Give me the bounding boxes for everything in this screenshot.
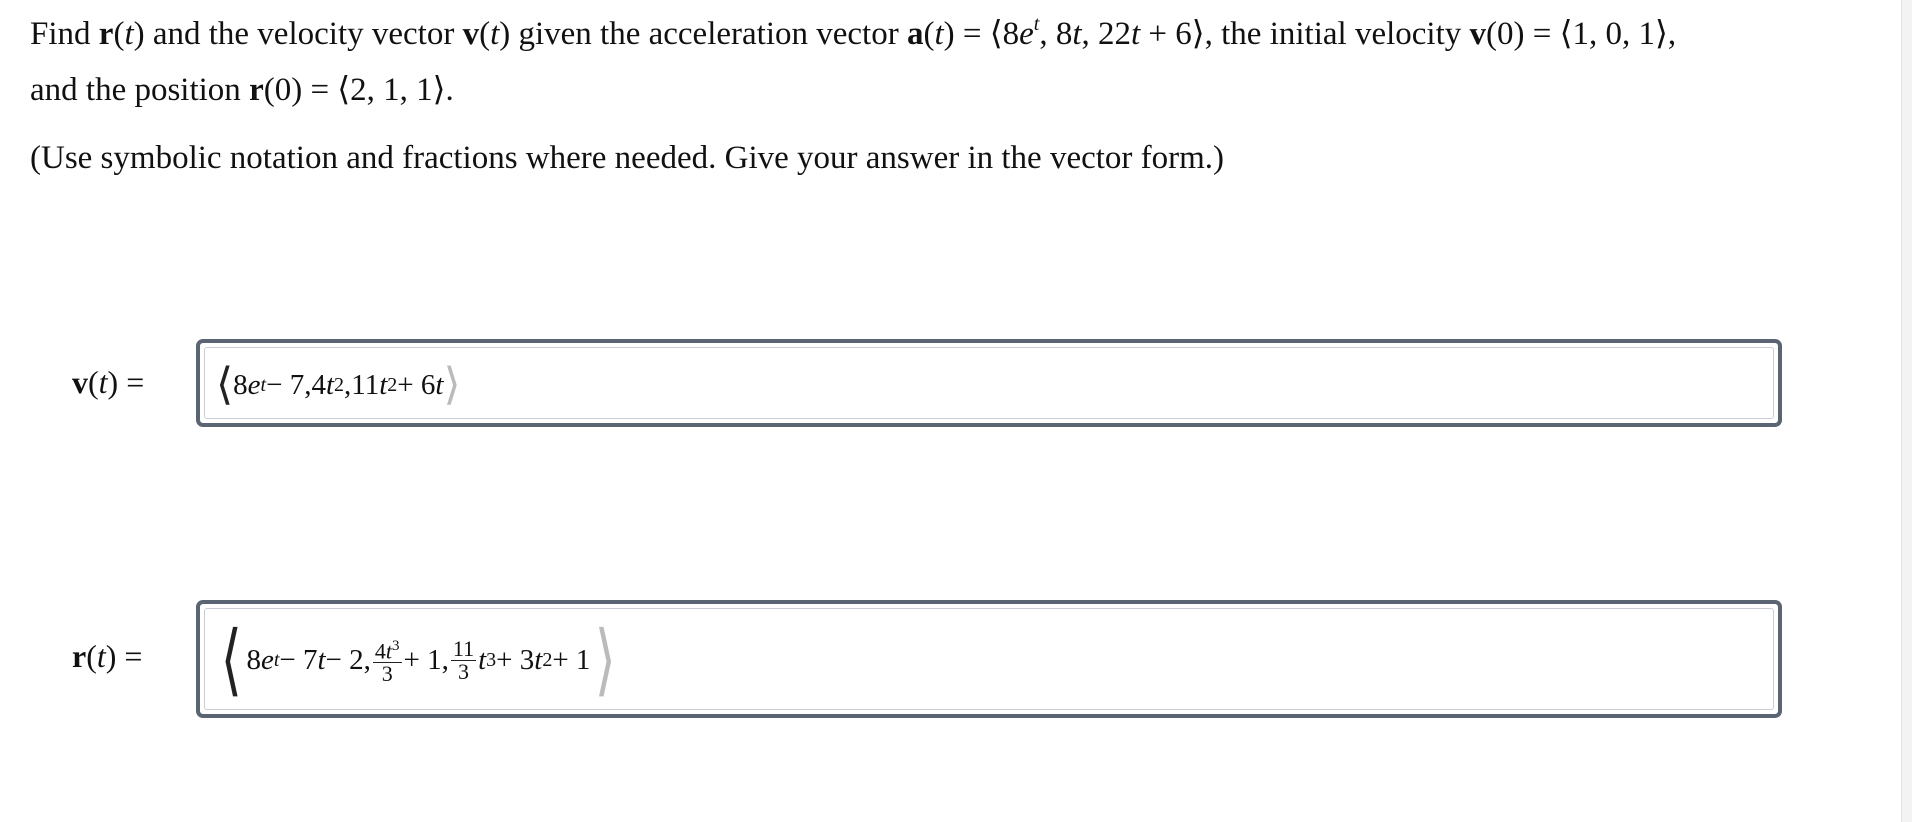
term: ,11: [344, 368, 380, 401]
var-t: t: [1072, 16, 1082, 52]
var-t: t: [435, 368, 444, 401]
text: 4: [374, 638, 386, 664]
exponent-t: t: [1033, 13, 1040, 35]
exponent: t: [273, 649, 280, 671]
fraction-denominator: 3: [457, 658, 469, 684]
close-angle-bracket: ⟩: [443, 360, 461, 409]
var-t: t: [1130, 16, 1141, 52]
term: − 2,: [325, 643, 371, 676]
var-t: t: [317, 643, 326, 676]
velocity-label: [72, 364, 144, 401]
vector-v: v: [462, 16, 480, 52]
text: , 8: [1039, 16, 1073, 52]
term: + 1: [552, 643, 591, 676]
problem-line-2: [30, 62, 1870, 118]
text: + 6⟩, the initial velocity: [1140, 16, 1470, 52]
text: ) given the acceleration vector: [499, 16, 907, 52]
velocity-answer-field[interactable]: [196, 339, 1782, 427]
text: (: [923, 16, 935, 52]
label-vector: v: [72, 364, 88, 400]
close-angle-bracket: ⟩: [594, 616, 617, 703]
instructions-text: (Use symbolic notation and fractions where needed. Give your answer in the vector form.): [30, 140, 1225, 176]
vector-a: a: [906, 16, 924, 52]
var-t: t: [934, 16, 944, 52]
var-e: e: [1019, 16, 1034, 52]
problem-line-1: [30, 6, 1870, 62]
text: , 22: [1081, 16, 1131, 52]
text: ) =: [105, 638, 143, 674]
page-scrollbar[interactable]: [1901, 0, 1912, 822]
text: (: [86, 638, 97, 674]
position-label: [72, 638, 142, 675]
var-t: t: [379, 368, 388, 401]
var-t: t: [490, 16, 500, 52]
text: (0) = ⟨2, 1, 1⟩.: [263, 72, 454, 108]
var-t: t: [385, 638, 393, 664]
var-t: t: [478, 643, 487, 676]
velocity-answer-expression[interactable]: ⟨ 8 e t − 7,4 t 2 ,11 t 2 + 6 t ⟩: [216, 360, 461, 409]
text: ) =: [107, 364, 145, 400]
term: − 7,4: [266, 368, 326, 401]
term: 8: [246, 643, 261, 676]
text: ) = ⟨8: [943, 16, 1020, 52]
text: (0) = ⟨1, 0, 1⟩,: [1486, 16, 1677, 52]
text: Find: [30, 16, 99, 52]
term: + 1,: [403, 643, 449, 676]
exponent: 3: [392, 637, 400, 654]
vector-r: r: [249, 72, 264, 108]
text: (: [88, 364, 99, 400]
open-angle-bracket: ⟨: [220, 616, 242, 703]
vector-v: v: [1469, 16, 1486, 52]
var-t: t: [124, 16, 134, 52]
fraction-numerator: 11: [452, 635, 475, 661]
text: (: [479, 16, 491, 52]
text: (: [113, 16, 125, 52]
position-answer-field[interactable]: [196, 600, 1782, 718]
term: 8: [233, 368, 248, 401]
term: + 3: [496, 643, 535, 676]
position-answer-expression[interactable]: ⟨ 8 e t − 7 t − 2, $\frac{4t^3}{3}$ + 1, $\frac{11}{3}$ t 3 + 3 t 2 + 1 ⟩: [220, 616, 617, 703]
fraction-11-over-3: [451, 635, 476, 684]
var-t: t: [96, 638, 106, 674]
var-t: t: [534, 643, 543, 676]
text: and the position: [30, 72, 250, 108]
problem-statement: [30, 6, 1870, 118]
var-t: t: [98, 364, 108, 400]
label-vector: r: [72, 638, 87, 674]
open-angle-bracket: ⟨: [216, 360, 234, 409]
var-e: e: [260, 643, 274, 676]
term: + 6: [397, 368, 436, 401]
var-t: t: [325, 368, 335, 401]
vector-r: r: [98, 16, 114, 52]
exponent: t: [260, 374, 267, 396]
fraction-denominator: 3: [381, 661, 393, 687]
fraction-numerator: [373, 635, 402, 663]
fraction-4t3-over-3: [373, 635, 402, 685]
var-e: e: [247, 368, 261, 401]
text: ) and the velocity vector: [133, 16, 463, 52]
term: − 7: [279, 643, 318, 676]
